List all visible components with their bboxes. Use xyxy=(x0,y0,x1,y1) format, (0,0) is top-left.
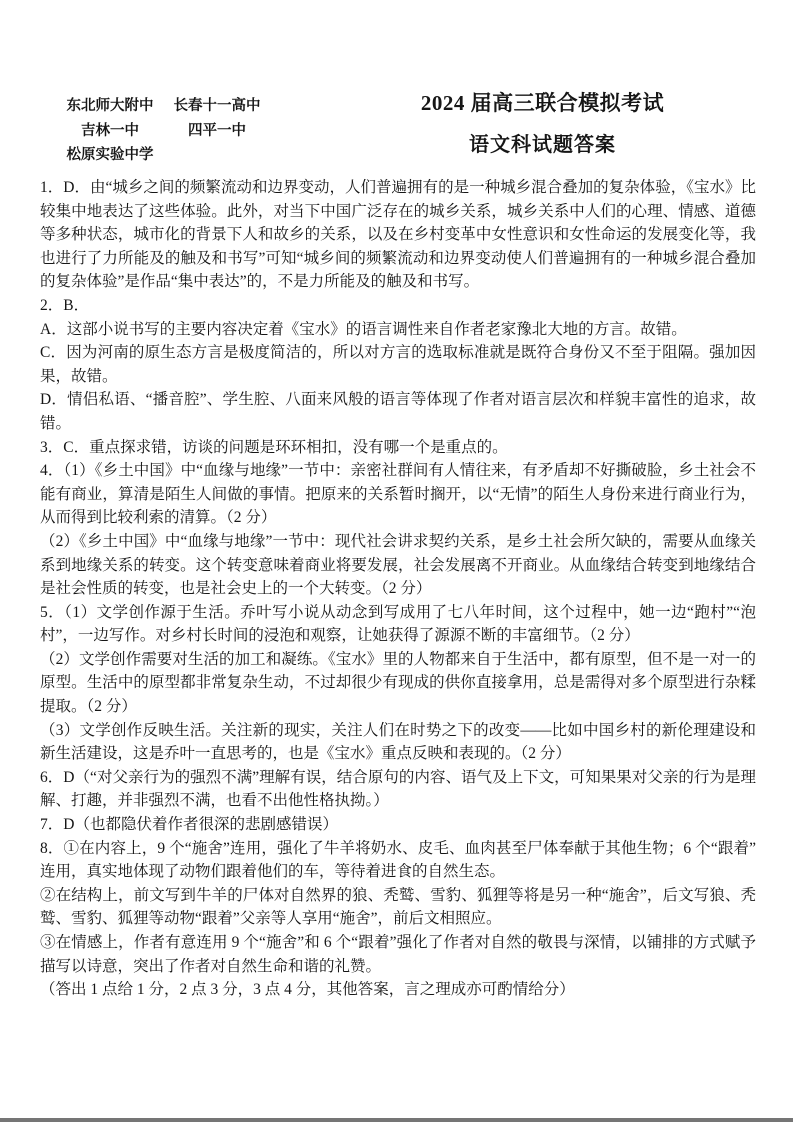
answer-paragraph-q3: 3．C．重点探求错，访谈的问题是环环相扣，没有哪一个是重点的。 xyxy=(40,438,508,456)
answer-key-body xyxy=(40,176,756,1002)
answer-paragraph-q2-c: C．因为河南的原生态方言是极度简洁的，所以对方言的选取标准就是既符合身份又不至于阻隔。强加因果，故错。 xyxy=(40,344,756,385)
answer-paragraph-q1: 1．D．由“城乡之间的频繁流动和边界变动，人们普遍拥有的是一种城乡混合叠加的复杂体验，《宝水》比较集中地表达了这些体验。此外，对当下中国广泛存在的城乡关系，城乡关系中人们的心理、情感、道德等多种状态，城市化的背景下人和故乡的关系，以及在乡村变革中女性意识和女性命运的发展变化等，我也进行了力所能及的触及和书写”可知“城乡间的频繁流动和边界变动使人们普遍拥有的一种城乡混合叠加的复杂体验”是作品“集中表达”的，不是力所能及的触及和书写。 xyxy=(40,179,756,291)
exam-subtitle: 语文科试题答案 xyxy=(469,134,616,156)
answer-paragraph-q5-3: （3）文学创作反映生活。关注新的现实，关注人们在时势之下的改变——比如中国乡村的新伦理建设和新生活建设，这是乔叶一直思考的，也是《宝水》重点反映和表现的。（2 分） xyxy=(40,721,756,763)
answer-paragraph-q5-2: （2）文学创作需要对生活的加工和凝练。《宝水》里的人物都来自于生活中，都有原型，但不是一对一的原型。生活中的原型都非常复杂生动，不过却很少有现成的供你直接拿用，总是需得对多个原型进行杂糅提取。（2 分） xyxy=(40,650,756,716)
answer-paragraph-q4-2: （2）《乡土中国》中“血缘与地缘”一节中：现代社会讲求契约关系，是乡土社会所欠缺的，需要从血缘关系到地缘关系的转变。这个转变意味着商业将要发展，社会发展离不开商业。从血缘结合转变到地缘结合是社会性质的转变，也是社会史上的一个大转变。（2 分） xyxy=(40,532,756,598)
answer-paragraph-q2-a: A．这部小说书写的主要内容决定着《宝水》的语言调性来自作者老家豫北大地的方言。故错。 xyxy=(40,320,687,338)
school-name: 四平一中 xyxy=(188,122,246,139)
answer-paragraph-q2: 2．B． xyxy=(40,296,90,314)
answer-paragraph-q8-1: 8．①在内容上，9 个“施舍”连用，强化了牛羊将奶水、皮毛、血肉甚至尸体奉献于其他生物；6 个“跟着”连用，真实地体现了动物们跟着他们的车，等待着进食的自然生态。 xyxy=(40,839,756,881)
answer-paragraph-q2-d: D．情侣私语、“播音腔”、学生腔、八面来风般的语言等体现了作者对语言层次和样貌丰富性的追求，故错。 xyxy=(40,391,756,432)
answer-paragraph-q7: 7．D（也都隐伏着作者很深的悲剧感错误） xyxy=(40,816,338,834)
school-name: 松原实验中学 xyxy=(66,147,154,163)
school-name: 吉林一中 xyxy=(81,122,139,139)
answer-paragraph-q8-3: ③在情感上，作者有意连用 9 个“施舍”和 6 个“跟着”强化了作者对自然的敬畏与深情，以铺排的方式赋予描写以诗意，突出了作者对自然生命和谐的礼赞。 xyxy=(40,934,756,975)
school-list-column-1 xyxy=(52,94,168,168)
window-bottom-edge xyxy=(0,1118,793,1122)
answer-paragraph-q8-2: ②在结构上，前文写到牛羊的尸体对自然界的狼、秃鹫、雪豹、狐狸等将是另一种“施舍”，后文写狼、秃鹫、雪豹、狐狸等动物“跟着”父亲等人享用“施舍”，前后文相照应。 xyxy=(40,886,756,928)
answer-paragraph-q4-1: 4．（1）《乡土中国》中“血缘与地缘”一节中：亲密社群间有人情往来，有矛盾却不好撕破脸，乡土社会不能有商业，算清是陌生人间做的事情。把原来的关系暂时搁开，以“无情”的陌生人身份来进行商业行为，从而得到比较利索的清算。（2 分） xyxy=(40,462,756,527)
answer-paragraph-q8-note: （答出 1 点给 1 分，2 点 3 分，3 点 4 分，其他答案，言之理成亦可酌情给分） xyxy=(40,981,575,999)
school-name: 东北师大附中 xyxy=(66,98,154,114)
school-name: 长春十一高中 xyxy=(173,98,261,114)
answer-paragraph-q6: 6．D（“对父亲行为的强烈不满”理解有误，结合原句的内容、语气及上下文，可知果果对父亲的行为是理解、打趣，并非强烈不满，也看不出他性格执拗。） xyxy=(40,768,756,810)
exam-title-block xyxy=(325,90,760,158)
answer-paragraph-q5-1: 5．（1）文学创作源于生活。乔叶写小说从动念到写成用了七八年时间，这个过程中，她一边“跑村”“泡村”，一边写作。对乡村长时间的浸泡和观察，让她获得了源源不断的丰富细节。（2 分） xyxy=(40,603,756,645)
school-list-column-2 xyxy=(163,94,271,143)
exam-title: 2024 届高三联合模拟考试 xyxy=(420,91,665,115)
